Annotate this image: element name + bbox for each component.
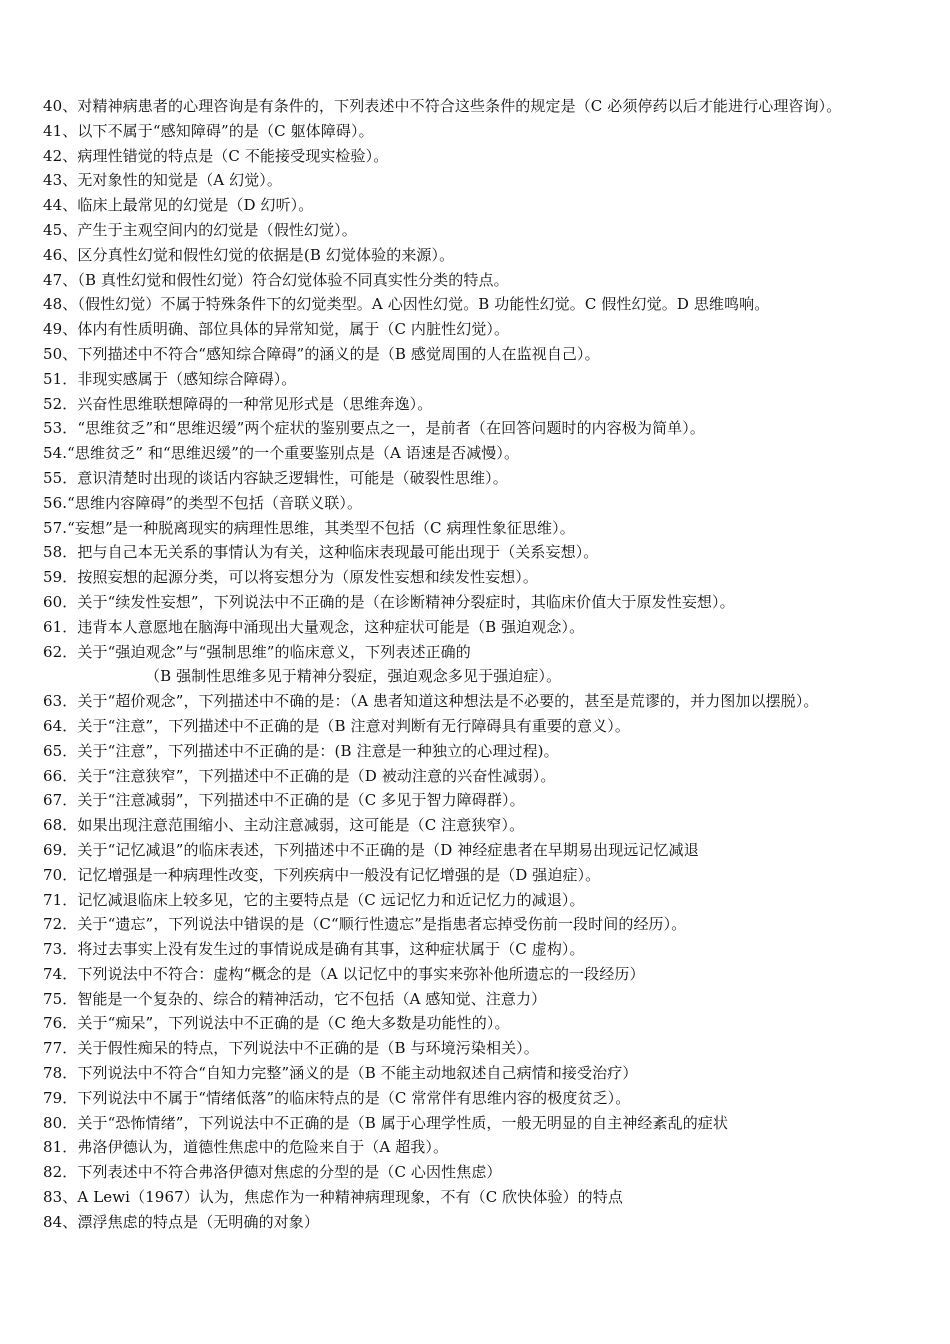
- question-line: 74．下列说法中不符合：虚构“概念的是（A 以记忆中的事实来弥补他所遗忘的一段经历）: [43, 964, 645, 983]
- question-line: 63．关于“超价观念”，下列描述中不确的是：（A 患者知道这种想法是不必要的，甚至是荒谬的，并力图加以摆脱）。: [43, 692, 819, 711]
- question-line: 73．将过去事实上没有发生过的事情说成是确有其事，这种症状属于（C 虚构）。: [43, 940, 585, 959]
- question-line: 78．下列说法中不符合“自知力完整”涵义的是（B 不能主动地叙述自己病情和接受治疗）: [43, 1064, 638, 1083]
- question-line: 42、病理性错觉的特点是（C 不能接受现实检验）。: [43, 146, 389, 165]
- question-line: 58．把与自己本无关系的事情认为有关，这种临床表现最可能出现于（关系妄想）。: [43, 543, 599, 562]
- question-line: 49、体内有性质明确、部位具体的异常知觉，属于（C 内脏性幻觉）。: [43, 320, 510, 339]
- question-line: 67．关于“注意减弱”，下列描述中不正确的是（C 多见于智力障碍群）。: [43, 791, 525, 810]
- question-line: 64．关于“注意”，下列描述中不正确的是（B 注意对判断有无行障碍具有重要的意义）。: [43, 716, 630, 735]
- question-line: 62．关于“强迫观念”与“强制思维”的临床意义，下列表述正确的: [43, 642, 471, 661]
- question-line: 44、临床上最常见的幻觉是（D 幻听）。: [43, 196, 314, 215]
- question-line: 75．智能是一个复杂的、综合的精神活动，它不包括（A 感知觉、注意力）: [43, 989, 547, 1008]
- question-line: 43、无对象性的知觉是（A 幻觉）。: [43, 171, 282, 190]
- question-line: 68．如果出现注意范围缩小、主动注意减弱，这可能是（C 注意狭窄）。: [43, 816, 525, 835]
- document-page: [43, 94, 923, 1235]
- question-line: 55．意识清楚时出现的谈话内容缺乏逻辑性，可能是（破裂性思维）。: [43, 468, 508, 487]
- question-line: 82．下列表述中不符合弗洛伊德对焦虑的分型的是（C 心因性焦虑）: [43, 1163, 502, 1182]
- question-line: 77．关于假性痴呆的特点，下列说法中不正确的是（B 与环境污染相关）。: [43, 1039, 539, 1058]
- question-line: 79．下列说法中不属于“情绪低落”的临床特点的是（C 常常伴有思维内容的极度贫乏）。: [43, 1088, 631, 1107]
- question-line: 80．关于“恐怖情绪”，下列说法中不正确的是（B 属于心理学性质，一般无明显的自主神经紊乱的症状: [43, 1113, 729, 1132]
- question-line: 54.“思维贫乏” 和“思维迟缓”的一个重要鉴别点是（A 语速是否减慢）。: [43, 444, 520, 463]
- question-line: 70．记忆增强是一种病理性改变，下列疾病中一般没有记忆增强的是（D 强迫症）。: [43, 865, 601, 884]
- question-line: 66．关于“注意狭窄”，下列描述中不正确的是（D 被动注意的兴奋性减弱）。: [43, 766, 556, 785]
- question-line: 53．“思维贫乏”和“思维迟缓”两个症状的鉴别要点之一，是前者（在回答问题时的内容极为简单）。: [43, 419, 705, 438]
- question-line: 51．非现实感属于（感知综合障碍）。: [43, 369, 297, 388]
- question-line: 47、（B 真性幻觉和假性幻觉）符合幻觉体验不同真实性分类的特点。: [43, 270, 509, 289]
- question-line: 69．关于“记忆减退”的临床表述，下列描述中不正确的是（D 神经症患者在早期易出现远记忆减退: [43, 840, 699, 859]
- question-line: 50、下列描述中不符合“感知综合障碍”的涵义的是（B 感觉周围的人在监视自己）。: [43, 344, 600, 363]
- question-line: 81．弗洛伊德认为，道德性焦虑中的危险来自于（A 超我）。: [43, 1138, 449, 1157]
- question-line-continuation: （B 强制性思维多见于精神分裂症，强迫观念多见于强迫症）。: [145, 667, 562, 686]
- question-line: 46、区分真性幻觉和假性幻觉的依据是(B 幻觉体验的来源）。: [43, 245, 455, 264]
- question-line: 59．按照妄想的起源分类，可以将妄想分为（原发性妄想和续发性妄想）。: [43, 568, 538, 587]
- question-line: 61．违背本人意愿地在脑海中涌现出大量观念，这种症状可能是（B 强迫观念）。: [43, 617, 585, 636]
- question-line: 52．兴奋性思维联想障碍的一种常见形式是（思维奔逸）。: [43, 394, 433, 413]
- question-line: 83、A Lewi（1967）认为，焦虑作为一种精神病理现象，不有（C 欣快体验）的特点: [43, 1188, 623, 1207]
- question-line: 57.“妄想”是一种脱离现实的病理性思维，其类型不包括（C 病理性象征思维）。: [43, 518, 575, 537]
- question-line: 65．关于“注意”，下列描述中不正确的是：(B 注意是一种独立的心理过程)。: [43, 741, 559, 760]
- question-line: 56.“思维内容障碍”的类型不包括（音联义联）。: [43, 493, 363, 512]
- question-line: 48、（假性幻觉）不属于特殊条件下的幻觉类型。A 心因性幻觉。B 功能性幻觉。C 假性幻觉。D 思维鸣响。: [43, 295, 770, 314]
- question-line: 84、漂浮焦虑的特点是（无明确的对象）: [43, 1212, 319, 1231]
- question-line: 45、产生于主观空间内的幻觉是（假性幻觉）。: [43, 220, 357, 239]
- question-line: 76．关于“痴呆”，下列说法中不正确的是（C 绝大多数是功能性的）。: [43, 1014, 510, 1033]
- question-line: 40、对精神病患者的心理咨询是有条件的，下列表述中不符合这些条件的规定是（C 必须停药以后才能进行心理咨询）。: [43, 97, 842, 115]
- question-line: 60．关于“续发性妄想”，下列说法中不正确的是（在诊断精神分裂症时，其临床价值大于原发性妄想）。: [43, 592, 735, 611]
- question-line: 71．记忆减退临床上较多见，它的主要特点是（C 远记忆力和近记忆力的减退）。: [43, 890, 585, 909]
- question-line: 72．关于“遗忘”，下列说法中错误的是（C“顺行性遗忘”是指患者忘掉受伤前一段时间的经历）。: [43, 915, 687, 934]
- question-line: 41、以下不属于“感知障碍”的是（C 躯体障碍）。: [43, 121, 374, 140]
